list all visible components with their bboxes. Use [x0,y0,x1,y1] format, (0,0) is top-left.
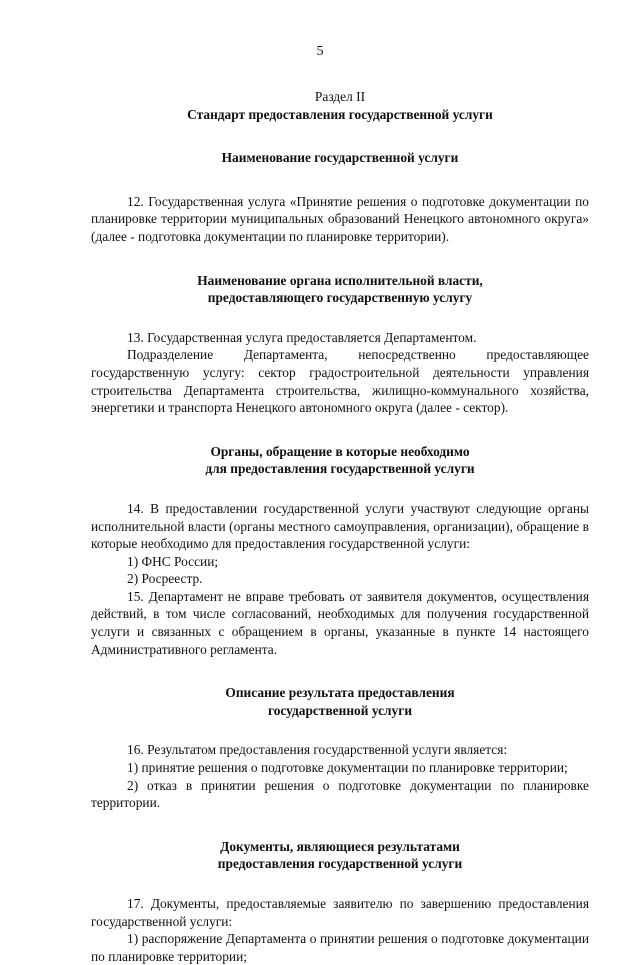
document-body [91,88,589,965]
block-heading: предоставления государственной услуги [217,856,463,872]
paragraph-17: 17. Документы, предоставляемые заявителю по завершению предоставления государственной услуги: [91,896,589,929]
page-number: 5 [316,44,324,59]
list-item: 1) распоряжение Департамента о принятии решения о подготовке документации по планировке территории; [91,931,589,964]
section-label: Раздел II [314,89,366,104]
paragraph-12: 12. Государственная услуга «Принятие решения о подготовке документации по планировке территории муниципальных образований Ненецкого автономного округа» (далее - подготовка документации по планировке территории). [91,193,589,244]
list-item: 2) отказ в принятии решения о подготовке документации по планировке территории. [91,777,589,811]
section-title: Стандарт предоставления государственной услуги [187,106,493,122]
list-item: 1) принятие решения о подготовке документации по планировке территории; [127,760,568,776]
block-heading: Описание результата предоставления [225,685,455,701]
block-heading: государственной услуги [267,702,413,718]
list-item: 1) ФНС России; [127,553,219,569]
block-heading: Документы, являющиеся результатами [220,838,460,854]
paragraph-subdivision: Подразделение Департамента, непосредственно предоставляющее государственную услугу: сектор градостроительной деятельности управления строительства Департамента строительства, жилищно-коммунального хозяйства, энергетики и транспорта Ненецкого автономного округа (далее - сектор). [91,347,589,416]
paragraph-15: 15. Департамент не вправе требовать от заявителя документов, осуществления действий, в том числе согласований, необходимых для получения государственной услуги и связанных с обращением в органы, указанные в пункте 14 настоящего Административного регламента. [91,588,589,657]
paragraph-13: 13. Государственная услуга предоставляется Департаментом. [127,329,477,345]
block-heading: предоставляющего государственную услугу [207,290,473,306]
list-item: 2) Росреестр. [127,571,203,587]
block-heading: для предоставления государственной услуги [205,461,475,477]
paragraph-16: 16. Результатом предоставления государственной услуги является: [127,742,508,758]
block-heading: Наименование государственной услуги [221,150,459,166]
block-heading: Наименование органа исполнительной власти, [197,272,483,288]
paragraph-14: 14. В предоставлении государственной услуги участвуют следующие органы исполнительной власти (органы местного самоуправления, организации), обращение в которые необходимо для предоставления государственной услуги: [91,500,589,552]
block-heading: Органы, обращение в которые необходимо [210,443,470,459]
